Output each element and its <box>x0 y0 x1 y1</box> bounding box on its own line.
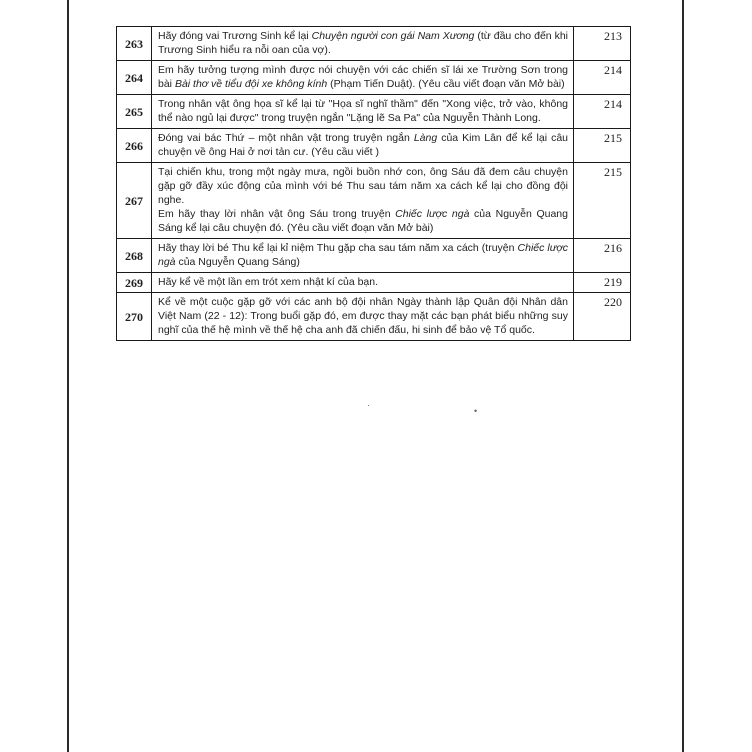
exercise-number: 263 <box>117 27 152 61</box>
table-row <box>117 27 631 61</box>
page-number: 215 <box>574 129 631 163</box>
page-number: 215 <box>574 163 631 239</box>
exercise-description <box>152 27 574 61</box>
exercise-number: 267 <box>117 163 152 239</box>
description-text: của Kim Lân để kể lại câu chuyện về ông Hai ở nơi tản cư. (Yêu cầu viết ) <box>158 132 569 158</box>
exercise-number: 265 <box>117 95 152 129</box>
description-text: Em hãy thay lời nhân vật ông Sáu trong truyện <box>158 208 396 220</box>
work-title: Chuyện người con gái Nam Xương <box>311 30 475 42</box>
page-number: 216 <box>574 239 631 273</box>
description-text: của Nguyễn Quang Sáng) <box>175 256 300 268</box>
toc-body <box>117 27 631 341</box>
exercise-number: 270 <box>117 293 152 341</box>
exercise-number: 264 <box>117 61 152 95</box>
work-title: Chiếc lược ngà <box>158 242 568 268</box>
exercise-description <box>152 293 574 341</box>
description-text: Tại chiến khu, trong một ngày mưa, ngồi buồn nhớ con, ông Sáu đã đem câu chuyện gặp gỡ đầy xúc động của mình với bé Thu sau tám năm xa cách kể lại cho đồng đội nghe. <box>158 166 568 206</box>
table-row <box>117 95 631 129</box>
exercise-description <box>152 95 574 129</box>
description-text: Đóng vai bác Thứ – một nhân vật trong truyện ngắn <box>158 132 414 144</box>
page-number: 220 <box>574 293 631 341</box>
description-text: Em hãy tưởng tượng mình được nói chuyện với các chiến sĩ lái xe Trường Sơn trong bài <box>158 64 568 90</box>
exercise-number: 268 <box>117 239 152 273</box>
description-text: của Nguyễn Quang Sáng kể lại câu chuyện đó. (Yêu cầu viết đoạn văn Mở bài) <box>158 208 568 234</box>
table-row <box>117 239 631 273</box>
exercise-description <box>152 61 574 95</box>
exercise-number: 266 <box>117 129 152 163</box>
description-text: Trong nhân vật ông họa sĩ kể lại từ "Họa sĩ nghĩ thầm" đến "Xong việc, trở vào, không thể nào ngủ lại được" trong truyện ngắn "Lặng lẽ Sa Pa" của Nguyễn Thành Long. <box>158 98 568 124</box>
table-of-contents <box>116 26 631 341</box>
description-text: Kể về một cuộc gặp gỡ với các anh bộ đội nhân Ngày thành lập Quân đội Nhân dân Việt Nam (22 - 12): Trong buổi gặp đó, em được thay mặt các bạn phát biểu những suy nghĩ của thế hệ mình về thế hệ cha anh đã chiến đấu, hi sinh để bảo vệ Tổ quốc. <box>158 296 568 336</box>
work-title: Bài thơ về tiểu đội xe không kính <box>174 78 328 90</box>
description-text: (Phạm Tiến Duật). (Yêu cầu viết đoạn văn Mở bài) <box>327 78 565 90</box>
description-text: Hãy thay lời bé Thu kể lại kỉ niệm Thu gặp cha sau tám năm xa cách (truyện <box>158 242 518 254</box>
exercise-description <box>152 163 574 239</box>
document-page <box>67 0 684 752</box>
table-row <box>117 163 631 239</box>
table-row <box>117 61 631 95</box>
table-row <box>117 293 631 341</box>
description-text: Hãy kể về một lần em trót xem nhật kí của bạn. <box>158 276 379 288</box>
exercise-description <box>152 273 574 293</box>
scan-speck: • <box>474 406 478 416</box>
table-row <box>117 273 631 293</box>
table-row <box>117 129 631 163</box>
page-number: 214 <box>574 95 631 129</box>
work-title: Làng <box>413 132 438 144</box>
page-number: 219 <box>574 273 631 293</box>
work-title: Chiếc lược ngà <box>395 208 470 220</box>
description-text: Hãy đóng vai Trương Sinh kể lại <box>158 30 312 42</box>
description-text: (từ đầu cho đến khi Trương Sinh hiểu ra nỗi oan của vợ). <box>158 30 568 56</box>
scan-speck: · <box>367 400 370 410</box>
page-number: 213 <box>574 27 631 61</box>
exercise-description <box>152 239 574 273</box>
page-number: 214 <box>574 61 631 95</box>
exercise-number: 269 <box>117 273 152 293</box>
exercise-description <box>152 129 574 163</box>
